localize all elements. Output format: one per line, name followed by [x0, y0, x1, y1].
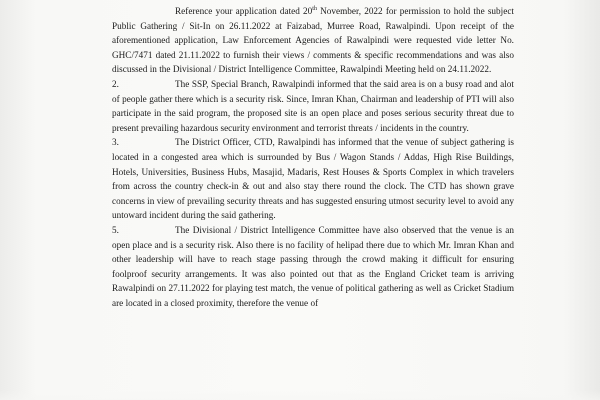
- paragraph-2-text: The SSP, Special Branch, Rawalpindi informed that the said area is on a busy road and alot of people gather there which is a security risk. Since, Imran Khan, Chairman and leadership of PTI will also participate in the said program, the proposed site is an open place and poses serious security threat due to present prevailing hazardous security environment and terrorist threats / incidents in the country.: [112, 78, 514, 133]
- paragraph-1-text-b: November, 2022 for permission to hold the subject Public Gathering / Sit-In on 26.11.2022 at Faizabad, Murree Road, Rawalpindi. Upon receipt of the aforementioned application, Law Enforcement Agencies of Rawalpindi were requested vide letter No. GHC/7471 dated 21.11.2022 to furnish their views / comments & specific recommendations and was also discussed in the Divisional / District Intelligence Committee, Rawalpindi Meeting held on 24.11.2022.: [112, 6, 514, 75]
- paragraph-3-text: The District Officer, CTD, Rawalpindi has informed that the venue of subject gathering is located in a congested area which is surrounded by Bus / Wagon Stands / Addas, High Rise Buildings, Hotels, Universities, Business Hubs, Masajid, Madaris, Rest Houses & Sports Complex in which travelers from across the country check-in & out and also stay there round the clock. The CTD has shown grave concerns in view of prevailing security threats and has suggested ensuring utmost security level to avoid any untoward incident during the said gathering.: [112, 137, 514, 221]
- letter-body: [112, 4, 514, 310]
- paragraph-3: [112, 135, 514, 223]
- paragraph-2: [112, 77, 514, 135]
- paragraph-5-number: 5.: [112, 224, 119, 235]
- paragraph-1-sup: th: [312, 5, 317, 12]
- paragraph-5-text: The Divisional / District Intelligence Committee have also observed that the venue is an open place and is a security risk. Also there is no facility of helipad there due to which Mr. Imran Khan and other leadership will have to reach stage passing through the crowd making it difficult for ensuring foolproof security arrangements. It was also pointed out that as the England Cricket team is arriving Rawalpindi on 27.11.2022 for playing test match, the venue of political gathering as well as Cricket Stadium are located in a closed proximity, therefore the venue of: [112, 224, 514, 308]
- paragraph-2-number: 2.: [112, 78, 119, 89]
- paragraph-1: [112, 4, 514, 77]
- paragraph-3-number: 3.: [112, 137, 119, 148]
- paragraph-5: [112, 223, 514, 311]
- bottom-page-fade: [0, 390, 600, 400]
- paragraph-1-text-a: Reference your application dated 20: [175, 6, 313, 16]
